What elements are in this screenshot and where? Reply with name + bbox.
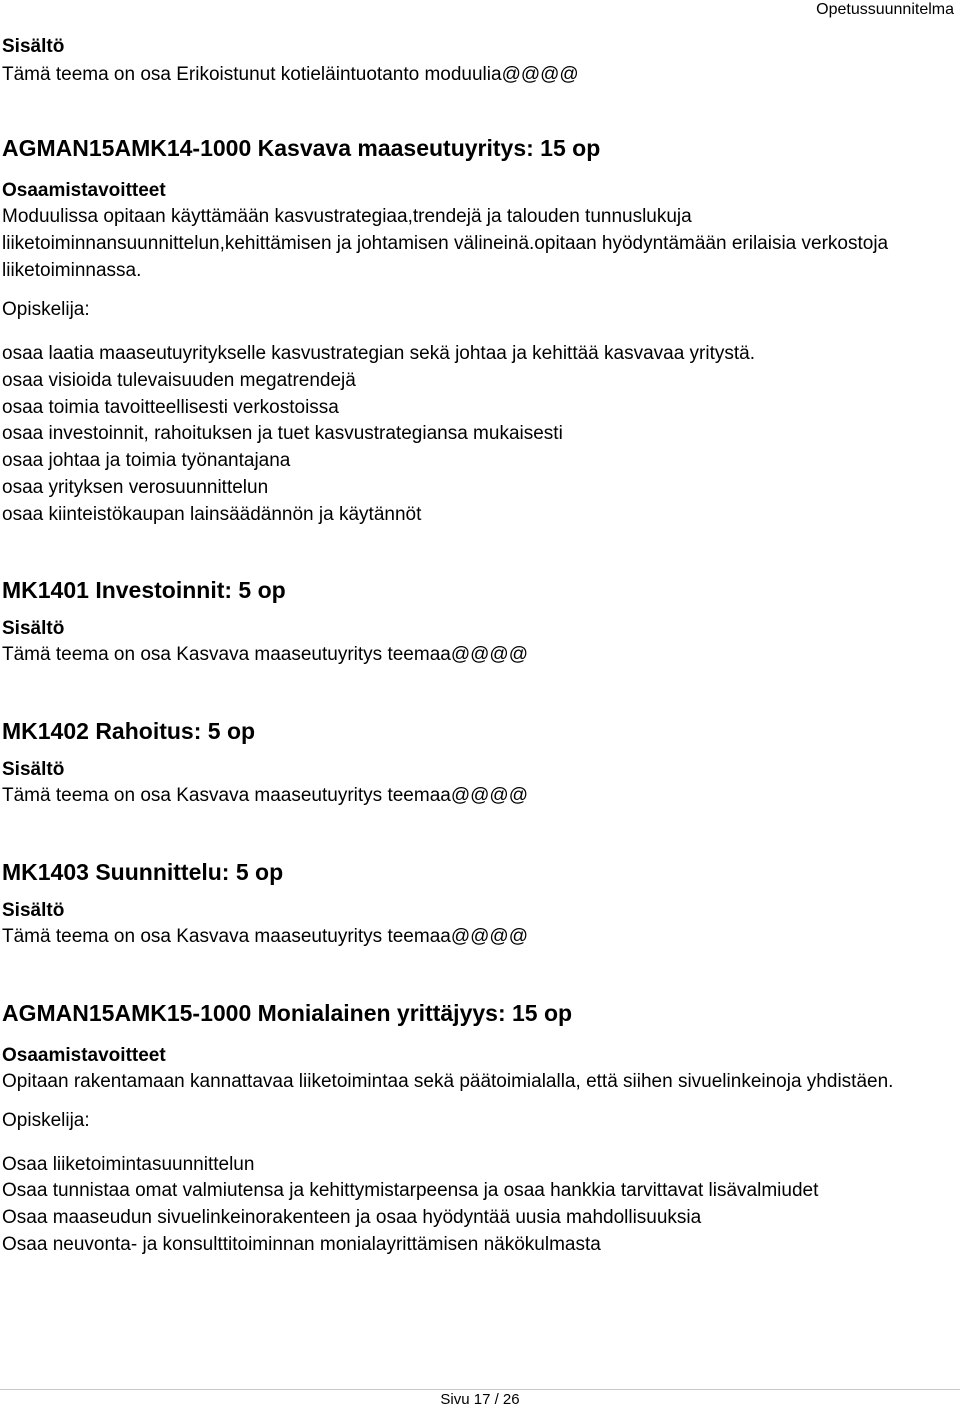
- footer-divider: [0, 1389, 960, 1390]
- student-label: Opiskelija:: [2, 299, 90, 320]
- goals-label: Osaamistavoitteet: [2, 180, 166, 201]
- list-item: Osaa tunnistaa omat valmiutensa ja kehittymistarpeensa ja osaa hankkia tarvittavat lisävalmiudet: [2, 1180, 819, 1202]
- outcomes-list: [2, 1152, 956, 1259]
- module-title: AGMAN15AMK15-1000 Monialainen yrittäjyys: 15 op: [2, 999, 573, 1026]
- list-item: osaa yrityksen verosuunnittelun: [2, 476, 269, 498]
- sisalto-label: Sisältö: [2, 36, 65, 57]
- sisalto-text: Tämä teema on osa Erikoistunut kotieläintuotanto moduulia@@@@: [2, 64, 579, 85]
- list-item: osaa toimia tavoitteellisesti verkostoissa: [2, 396, 339, 418]
- course-title: MK1401 Investoinnit: 5 op: [2, 576, 286, 603]
- goals-text: Opitaan rakentamaan kannattavaa liiketoimintaa sekä päätoimialalla, että siihen sivuelinkeinoja yhdistäen.: [2, 1070, 894, 1092]
- list-item: osaa laatia maaseutuyritykselle kasvustrategian sekä johtaa ja kehittää kasvavaa yritystä.: [2, 343, 756, 364]
- list-item: Osaa neuvonta- ja konsulttitoiminnan monialayrittämisen näkökulmasta: [2, 1233, 601, 1255]
- list-item: osaa visioida tulevaisuuden megatrendejä: [2, 369, 356, 391]
- list-item: osaa kiinteistökaupan lainsäädännön ja käytännöt: [2, 503, 422, 525]
- student-label: Opiskelija:: [2, 1109, 90, 1131]
- document-body: [2, 35, 956, 1259]
- list-item: osaa johtaa ja toimia työnantajana: [2, 450, 291, 472]
- goals-text: Moduulissa opitaan käyttämään kasvustrategiaa,trendejä ja talouden tunnuslukuja liiketoiminnansuunnittelun,kehittämisen ja johtamisen välineinä.opitaan hyödyntämään erilaisia verkostoja liiketoiminnassa.: [2, 206, 889, 281]
- list-item: osaa investoinnit, rahoituksen ja tuet kasvustrategiansa mukaisesti: [2, 423, 563, 445]
- document-header-title: Opetussuunnitelma: [816, 1, 954, 18]
- list-item: Osaa liiketoimintasuunnittelun: [2, 1153, 255, 1175]
- sisalto-label: Sisältö: [2, 899, 65, 921]
- goals-label: Osaamistavoitteet: [2, 1044, 166, 1066]
- page-number: Sivu 17 / 26: [440, 1391, 520, 1408]
- course-title: MK1403 Suunnittelu: 5 op: [2, 858, 284, 885]
- outcomes-list: [2, 341, 956, 529]
- list-item: Osaa maaseudun sivuelinkeinorakenteen ja osaa hyödyntää uusia mahdollisuuksia: [2, 1207, 702, 1229]
- sisalto-label: Sisältö: [2, 617, 65, 639]
- sisalto-text: Tämä teema on osa Kasvava maaseutuyritys teemaa@@@@: [2, 643, 528, 665]
- sisalto-text: Tämä teema on osa Kasvava maaseutuyritys teemaa@@@@: [2, 925, 528, 947]
- course-title: MK1402 Rahoitus: 5 op: [2, 717, 256, 744]
- sisalto-label: Sisältö: [2, 758, 65, 780]
- module-title: AGMAN15AMK14-1000 Kasvava maaseutuyritys: 15 op: [2, 135, 601, 161]
- sisalto-text: Tämä teema on osa Kasvava maaseutuyritys teemaa@@@@: [2, 784, 528, 806]
